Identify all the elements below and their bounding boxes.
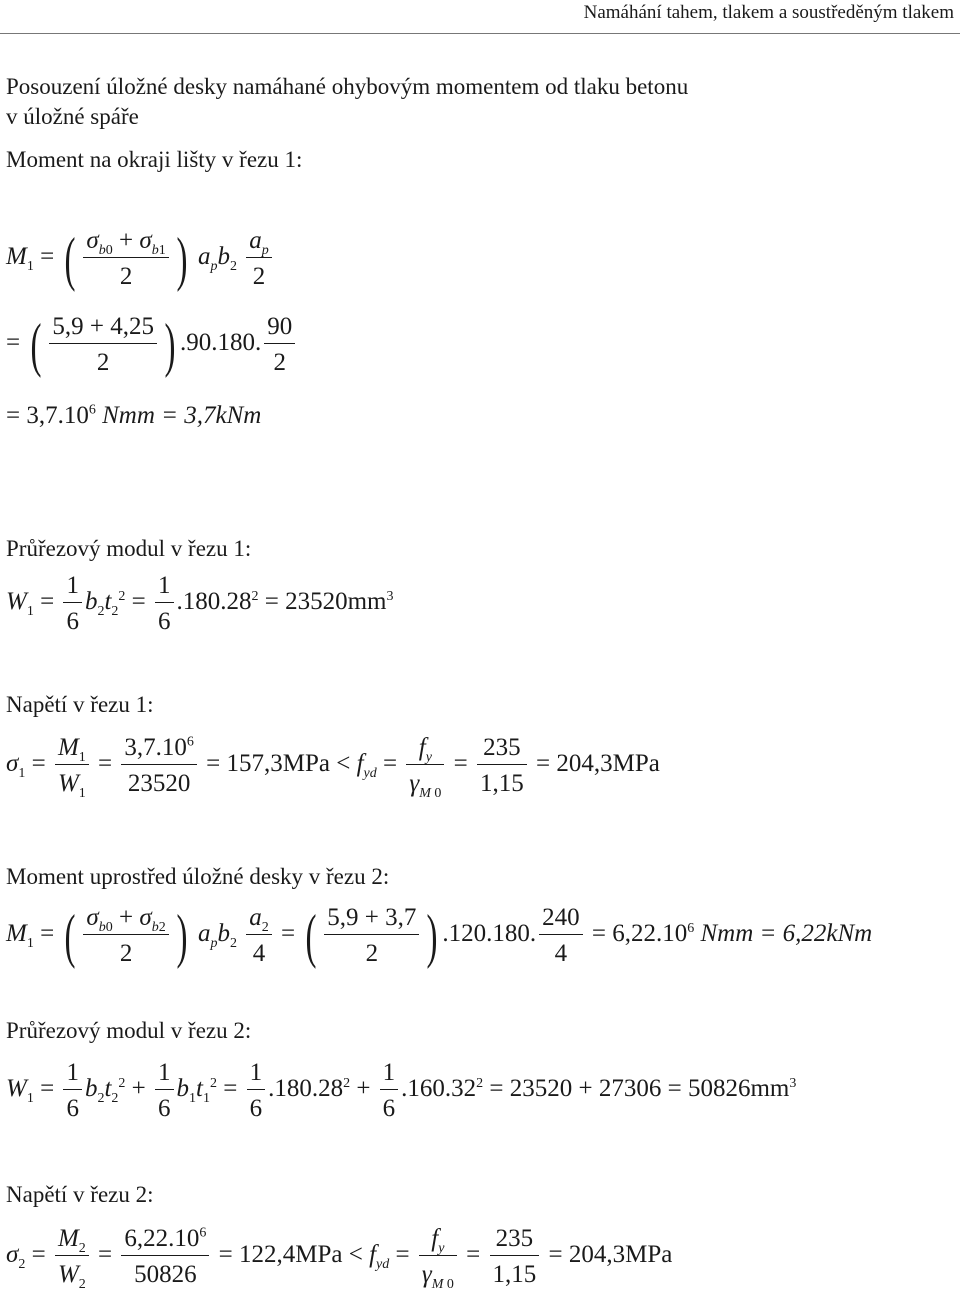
equation-moment-result: = $3,7.10^6$ Nmm = 3,7kNm	[6, 402, 262, 429]
header-divider	[0, 33, 960, 34]
paragraph-modulus-section2: Průřezový modul v řezu 2:	[6, 1018, 252, 1043]
equation-section-modulus-1: $W_1$ = $\frac{1}{6}$ $b_2t_2^2$ = $\frac{1}{6}$ $.180.28^2 = 23520mm^3$	[6, 572, 394, 635]
paragraph-moment-section2: Moment uprostřed úložné desky v řezu 2:	[6, 864, 390, 889]
paragraph-stress-section1: Napětí v řezu 1:	[6, 692, 154, 717]
paragraph-stress-section2: Napětí v řezu 2:	[6, 1182, 154, 1207]
paragraph-moment-section1: Moment na okraji lišty v řezu 1:	[6, 147, 303, 172]
equation-moment-numbers: = ( $\frac{5,9 + 4,25}{2}$ ) .90.180. $\frac{90}{2}$	[6, 314, 298, 375]
paragraph-modulus-section1: Průřezový modul v řezu 1:	[6, 536, 252, 561]
section-heading-line2: v úložné spáře	[6, 104, 139, 129]
running-header: Namáhání tahem, tlakem a soustředěným tlakem	[583, 2, 954, 23]
equation-stress-2: $\sigma_2$ = $\frac{M_2}{W_2}$ = $\frac{6,22.10^6}{50826}$ = $122,4MPa < f_{yd}$ = $\frac{f_y}{\gamma_{M 0}}$ = $\frac{235}{1,15}$ = 204,3MPa	[6, 1225, 673, 1292]
section-heading-line1: Posouzení úložné desky namáhané ohybovým momentem od tlaku betonu	[6, 74, 689, 99]
equation-moment-section2: $M_1$ = ( $\frac{\sigma_{b0} + \sigma_{b2}}{2}$ ) $a_pb_2$ $\frac{a_2}{4}$ = ( $\frac{5,9 + 3,7}{2}$ ) .120.180. $\frac{240}{4}$ = $6,22.10^6$ Nmm = 6,22kNm	[6, 902, 873, 969]
equation-moment-formula: $M_1$ = ( $\frac{\sigma_{b0} + \sigma_{b1}}{2}$ ) $a_pb_2$ $\frac{a_p}{2}$	[6, 228, 275, 289]
equation-stress-1: $\sigma_1$ = $\frac{M_1}{W_1}$ = $\frac{3,7.10^6}{23520}$ = $157,3MPa < f_{yd}$ = $\frac{f_y}{\gamma_{M 0}}$ = $\frac{235}{1,15}$ = 204,3MPa	[6, 734, 660, 801]
equation-section-modulus-2: $W_1$ = $\frac{1}{6}$ $b_2t_2^2$ + $\frac{1}{6}$ $b_1t_1^2$ = $\frac{1}{6}$ $.180.28^2$ + $\frac{1}{6}$ $.160.32^2 = 23520 + 27306 = 50826mm^3$	[6, 1059, 797, 1122]
